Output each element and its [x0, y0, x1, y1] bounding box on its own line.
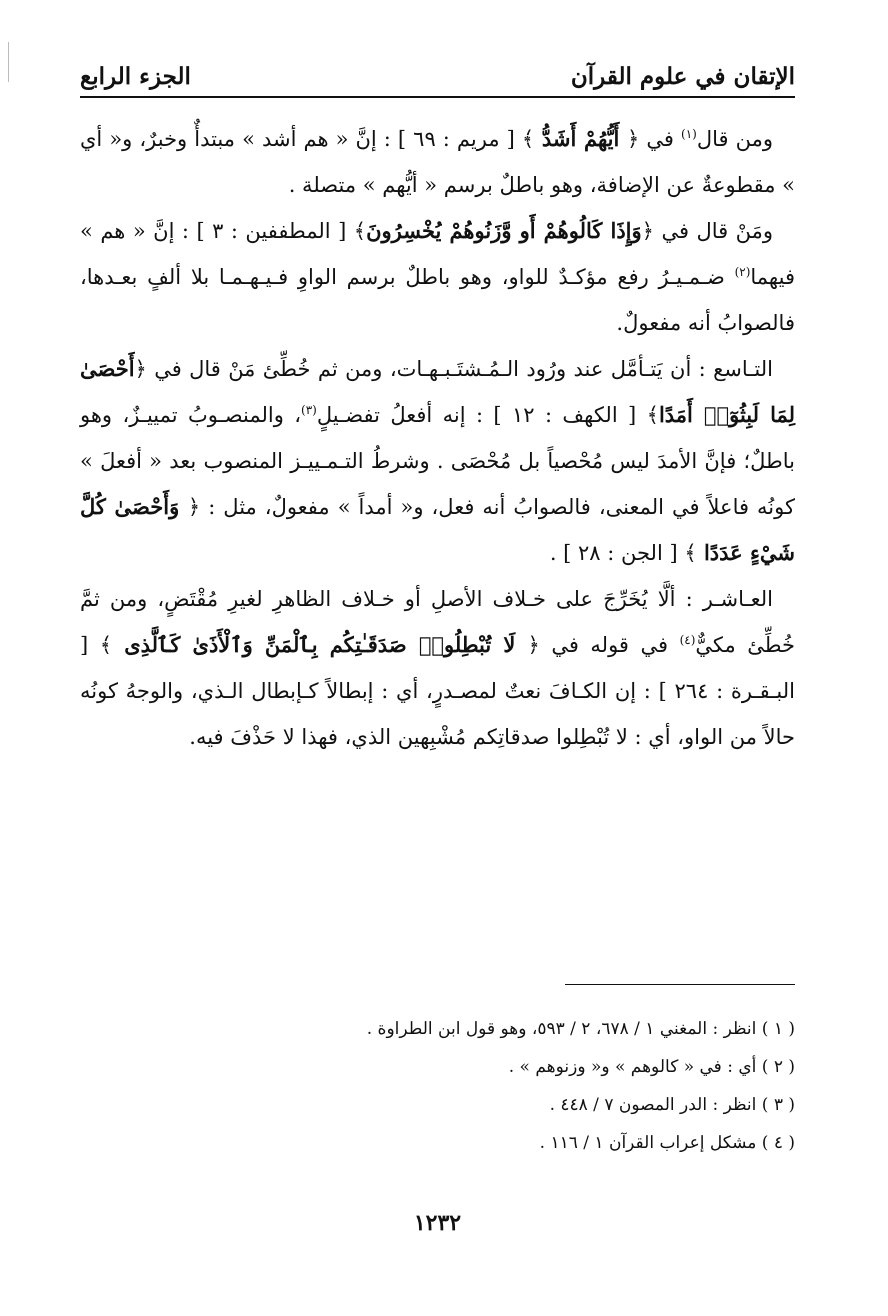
footnotes-divider: [565, 984, 795, 985]
quran-verse: وَأَحْصَىٰ كُلَّ شَيْءٍ عَدَدًا: [80, 494, 795, 565]
quran-open-bracket: ﴿: [527, 633, 540, 657]
paragraph-3: [80, 346, 795, 576]
book-title: الإتقان في علوم القرآن: [570, 63, 795, 90]
footnote-1: ( ١ ) انظر : المغني ١ / ٦٧٨، ٢ / ٥٩٣، وهو قول ابن الطراوة .: [366, 1019, 795, 1039]
footnote-ref-2: (٢): [734, 265, 751, 279]
footnote-ref-4: (٤): [679, 633, 696, 647]
text-run: [ المطففين : ٣ ] : إنَّ « هم » فيهما: [80, 219, 795, 289]
quran-verse: لَا تُبْطِلُوا۟ صَدَقَـٰتِكُم بِٱلْمَنِّ وَٱلْأَذَىٰ كَٱلَّذِى: [112, 632, 528, 657]
quran-open-bracket: ﴿: [134, 357, 147, 381]
main-text: [80, 116, 795, 760]
paragraph-2: [80, 208, 795, 346]
text-run: [ البـقـرة : ٢٦٤ ] : إن الكـافَ نعتٌ لمصـدرٍ، أي : إبطالاً كـإبطال الـذي، والوجهُ كونُه حالاً من الواو، أي : لا تُبْطِلوا صدقاتِكم مُشْبِهين الذي، فهذا لا حَذْفَ فيه.: [80, 633, 795, 749]
quran-close-bracket: ﴾: [646, 403, 659, 427]
text-run: ضـمـيـرُ رفع مؤكـدٌ للواو، وهو باطلٌ برسم الواوِ فـيـهـمـا بلا ألفٍ بعـدها، فالصوابُ أنه مفعولٌ.: [80, 265, 795, 335]
footnotes-list: [80, 1010, 795, 1162]
quran-close-bracket: ﴾: [684, 541, 697, 565]
quran-close-bracket: ﴾: [99, 633, 113, 657]
scan-edge-mark: [8, 42, 9, 82]
paragraph-1: [80, 116, 795, 208]
quran-verse: أَيُّهُمْ أَشَدُّ: [534, 126, 628, 151]
book-page: [80, 40, 795, 1290]
quran-open-bracket: ﴿: [627, 127, 640, 151]
text-run: [ الجن : ٢٨ ] .: [549, 541, 685, 565]
footnote-3: ( ٣ ) انظر : الدر المصون ٧ / ٤٤٨ .: [549, 1095, 795, 1115]
text-run: ، والمنصـوبُ تمييـزٌ، وهو باطلٌ؛ فإنَّ الأمدَ ليس مُحْصياً بل مُحْصَى . وشرطُ التـمـييـز المنصوب بعد « أفعلَ » كونُه فاعلاً في المعنى، فالصوابُ أنه فعل، و« أمداً » مفعولٌ، مثل :: [80, 403, 795, 519]
quran-open-bracket: ﴿: [187, 495, 201, 519]
footnote-ref-1: (١): [681, 127, 697, 141]
footnote-4: ( ٤ ) مشكل إعراب القرآن ١ / ١١٦ .: [539, 1133, 795, 1153]
text-run: العـاشـر : ألَّا يُخَرِّجَ على خـلاف الأصلِ أو خـلاف الظاهرِ لغيرِ مُقْتَضٍ، ومن ثمَّ خُطِّئ مكيٌّ: [80, 587, 795, 657]
text-run: ومن قال: [696, 127, 773, 151]
text-run: في قوله في: [539, 633, 680, 657]
text-run: [ مريم : ٦٩ ] : إنَّ « هم أشد » مبتدأٌ وخبرٌ، و« أي » مقطوعةٌ عن الإضافة، وهو باطلٌ برسم « أيُّهم » متصلة .: [80, 127, 795, 197]
running-header: [80, 40, 795, 98]
text-run: ومَنْ قال في: [653, 219, 774, 243]
paragraph-4: [80, 576, 795, 760]
quran-close-bracket: ﴾: [353, 219, 367, 243]
text-run: التـاسع : أن يَتـأمَّل عند ورُود الـمُـشتَـبـهـات، ومن ثم خُطِّئ مَنْ قال في: [146, 357, 773, 381]
text-run: في: [639, 127, 682, 151]
footnote-ref-3: (٣): [301, 403, 317, 417]
quran-verse: أَحْصَىٰ لِمَا لَبِثُوٓا۟ أَمَدًا: [80, 356, 796, 427]
quran-open-bracket: ﴿: [641, 219, 654, 243]
volume-part: الجزء الرابع: [80, 63, 191, 90]
text-run: [ الكهف : ١٢ ] : إنه أفعلُ تفضـيلٍ: [316, 403, 647, 427]
page-number: ١٢٣٢: [413, 1210, 462, 1236]
quran-verse: وَإِذَا كَالُوهُمْ أَو وَّزَنُوهُمْ يُخْسِرُونَ: [366, 218, 642, 243]
footnote-2: ( ٢ ) أي : في « كالوهم » و« وزنوهم » .: [508, 1057, 795, 1077]
quran-close-bracket: ﴾: [521, 127, 535, 151]
